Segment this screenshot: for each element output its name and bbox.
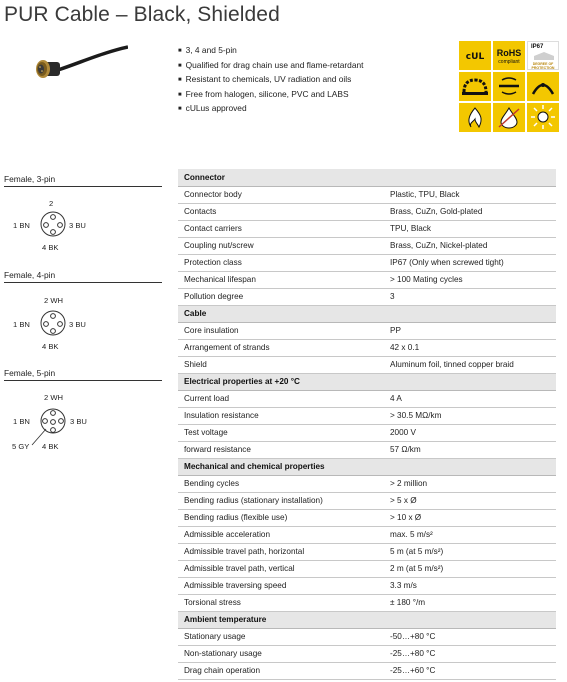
pinout-label: Female, 5-pin [4,368,162,381]
spec-row [178,526,556,543]
spec-property: Contacts [178,203,384,220]
feature-item: ■ Qualified for drag chain use and flame-retardant [178,59,363,74]
section-title: Connector [178,169,556,186]
spec-value: PP [384,322,556,339]
page-title: PUR Cable – Black, Shielded [4,3,280,26]
spec-value: 3.3 m/s [384,577,556,594]
spec-value: Brass, CuZn, Nickel-plated [384,237,556,254]
spec-value: > 2 million [384,475,556,492]
spec-row [178,424,556,441]
spec-property: Bending radius (stationary installation) [178,492,384,509]
spec-row [178,543,556,560]
spec-value: Aluminum foil, tinned copper braid [384,356,556,373]
spec-property: Mechanical lifespan [178,271,384,288]
feature-list [178,44,363,117]
pinout-5-pin [4,368,162,461]
spec-row [178,594,556,611]
spec-row [178,339,556,356]
spec-row [178,662,556,679]
spec-property: Pollution degree [178,288,384,305]
spec-property: Current load [178,390,384,407]
section-title: Mechanical and chemical properties [178,458,556,475]
spec-property: Stationary usage [178,628,384,645]
spec-property: Test voltage [178,424,384,441]
feature-item: ■ Resistant to chemicals, UV radiation and oils [178,73,363,88]
spec-value: IP67 (Only when screwed tight) [384,254,556,271]
spec-row [178,271,556,288]
spec-property: Shield [178,356,384,373]
spec-row [178,203,556,220]
spec-property: Coupling nut/screw [178,237,384,254]
spec-section-header [178,169,556,186]
pin-label: 2 WH [44,296,63,305]
spec-value: -50…+80 °C [384,628,556,645]
spec-property: Arrangement of strands [178,339,384,356]
spec-row [178,407,556,424]
spec-property: Admissible acceleration [178,526,384,543]
spec-section-header [178,305,556,322]
pin-label: 3 BU [70,417,87,426]
spec-value: 2 m (at 5 m/s²) [384,560,556,577]
ul-listed-icon [459,41,491,70]
spec-row [178,492,556,509]
svg-text:cUL: cUL [465,52,485,62]
drag-chain-icon [459,72,491,101]
spec-property: Non-stationary usage [178,645,384,662]
spec-row [178,628,556,645]
feature-item: ■ Free from halogen, silicone, PVC and LABS [178,88,363,103]
spec-property: Torsional stress [178,594,384,611]
spec-row [178,237,556,254]
spec-value: 3 [384,288,556,305]
spec-value: -25…+80 °C [384,645,556,662]
spec-value: 5 m (at 5 m/s²) [384,543,556,560]
feature-item: ■ cULus approved [178,102,363,117]
spec-row [178,186,556,203]
spec-value: TPU, Black [384,220,556,237]
spec-row [178,220,556,237]
spec-value: ± 180 °/m [384,594,556,611]
spec-value: > 100 Mating cycles [384,271,556,288]
spec-value: > 5 x Ø [384,492,556,509]
spec-value: -25…+60 °C [384,662,556,679]
pin-label: 1 BN [13,417,30,426]
spec-section-header [178,373,556,390]
pinout-label: Female, 4-pin [4,270,162,283]
spec-property: Bending radius (flexible use) [178,509,384,526]
spec-value: > 30.5 MΩ/km [384,407,556,424]
certification-icons [459,41,559,134]
spec-row [178,254,556,271]
spec-property: Drag chain operation [178,662,384,679]
spec-row [178,288,556,305]
spec-value: Plastic, TPU, Black [384,186,556,203]
spec-property: Bending cycles [178,475,384,492]
oil-resistant-icon [493,103,525,132]
spec-row [178,577,556,594]
flame-retardant-icon [459,103,491,132]
ip67-icon: IP67 DEGREE OF PROTECTION [527,41,559,70]
spec-value: 57 Ω/km [384,441,556,458]
spec-row [178,356,556,373]
pin-label: 2 [49,199,54,208]
pin-label: 1 BN [13,320,30,329]
spec-section-header [178,458,556,475]
rohs-icon: RoHS compliant [493,41,525,70]
spec-property: Admissible travel path, horizontal [178,543,384,560]
spec-row [178,475,556,492]
section-title: Cable [178,305,556,322]
spec-property: Admissible traversing speed [178,577,384,594]
pin-label: 4 BK [42,442,59,451]
spec-property: Protection class [178,254,384,271]
spec-row [178,509,556,526]
pin-label: 3 BU [69,221,86,230]
spec-property: Core insulation [178,322,384,339]
spec-row [178,645,556,662]
cable-connector-image [28,44,128,92]
spec-value: 4 A [384,390,556,407]
spec-row [178,560,556,577]
pin-label: 5 GY [12,442,30,451]
spec-row [178,390,556,407]
torsion-icon [493,72,525,101]
spec-value: Brass, CuZn, Gold-plated [384,203,556,220]
uv-resistant-icon [527,103,559,132]
spec-row [178,441,556,458]
pinout-3-pin [4,174,162,267]
spec-table [178,169,556,680]
pinout-label: Female, 3-pin [4,174,162,187]
spec-value: > 10 x Ø [384,509,556,526]
feature-item: ■ 3, 4 and 5-pin [178,44,363,59]
pin-label: 4 BK [42,243,59,252]
pin-label: 4 BK [42,342,59,351]
spec-property: Contact carriers [178,220,384,237]
pinout-4-pin [4,270,162,363]
spec-row [178,322,556,339]
pin-label: 3 BU [69,320,86,329]
spec-section-header [178,611,556,628]
spec-value: max. 5 m/s² [384,526,556,543]
spec-property: forward resistance [178,441,384,458]
spec-property: Admissible travel path, vertical [178,560,384,577]
spec-value: 2000 V [384,424,556,441]
spec-property: Insulation resistance [178,407,384,424]
spec-property: Connector body [178,186,384,203]
pin-label: 1 BN [13,221,30,230]
spec-value: 42 x 0.1 [384,339,556,356]
section-title: Electrical properties at +20 °C [178,373,556,390]
section-title: Ambient temperature [178,611,556,628]
bending-icon [527,72,559,101]
pin-label: 2 WH [44,393,63,402]
